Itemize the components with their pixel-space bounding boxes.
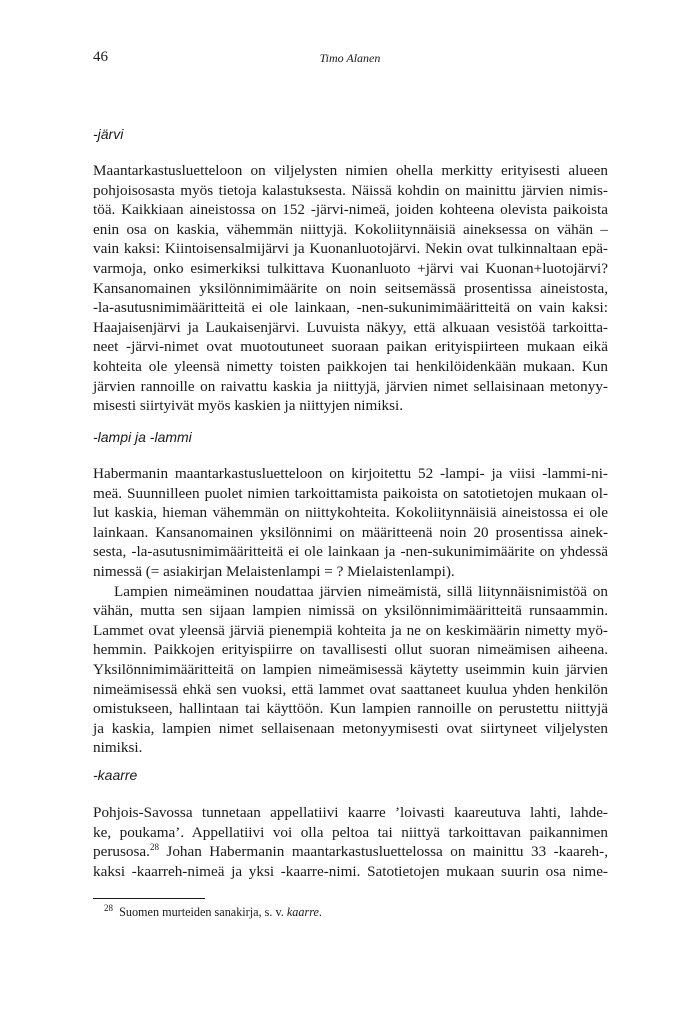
section-heading-lampi: -lampi ja -lammi xyxy=(93,429,192,445)
text-line: lainkaan. Kansanomainen yksilönnimi on määritteenä noin 20 prosentissa ainek- xyxy=(93,523,608,541)
text-line: ja kaskia, lampien nimet sellaisenaan metonyymisesti ovat siirtyneet viljelysten xyxy=(93,719,608,737)
text-line: enin osa on kaskia, vähemmän niittyjä. Kokoliitynnäisiä aineksessa on vähän – xyxy=(93,220,608,238)
text-line: nimessä (= asiakirjan Melaistenlampi = ? Mielaistenlampi). xyxy=(93,562,455,580)
footnote-text: Suomen murteiden sanakirja, s. v. xyxy=(119,905,287,919)
paragraph-lampi-1 xyxy=(93,464,608,582)
text-line: meä. Suunnilleen puolet nimien tarkoittamista paikoista on satotietojen mukaan ol- xyxy=(93,484,608,502)
text-line: -la-asutusnimimääritteitä ei ole lainkaan, -nen-sukunimimääritteitä on vain kaksi: xyxy=(93,299,608,317)
text-line: ke, poukama’. Appellatiivi voi olla peltoa tai niittyä tarkoittavan paikannimen xyxy=(93,823,608,841)
text-line: nimiksi. xyxy=(93,739,143,757)
text-line: nimeämisessä ehkä sen vuoksi, että lammet ovat saattaneet kuulua yhden henkilön xyxy=(93,680,608,698)
page-number: 46 xyxy=(93,49,108,65)
text-line: sesta, -la-asutusnimimääritteitä ei ole lainkaan ja -nen-sukunimimäärite on yhdessä xyxy=(93,543,608,561)
text-line xyxy=(93,842,608,862)
paragraph-lampi-2 xyxy=(93,582,608,758)
text-line: töä. Kaikkiaan aineistossa on 152 -järvi-nimeä, joiden kohteena olevista paikoista xyxy=(93,201,608,219)
text-line: Pohjois-Savossa tunnetaan appellatiivi kaarre ’loivasti kaareutuva lahti, lahde- xyxy=(93,804,608,821)
text-line: Haajaisenjärvi ja Laukaisenjärvi. Luvuista näkyy, että alkuaan vesistöä tarkoitta- xyxy=(93,318,608,336)
running-title: Timo Alanen xyxy=(319,51,381,65)
text-line: varmoja, onko esimerkiksi tulkittava Kuonanluoto +järvi vai Kuonan+luotojärvi? xyxy=(93,259,608,277)
text-line: Yksilönnimimääritteitä on lampien nimeämisessä käytetty useimmin kuin järvien xyxy=(93,660,608,678)
text-line: Lampien nimeäminen noudattaa järvien nimeämistä, sillä liitynnäisnimistöä on xyxy=(114,582,608,600)
text-line: Habermanin maantarkastusluetteloon on kirjoitettu 52 -lampi- ja viisi -lammi-ni- xyxy=(93,465,608,482)
text-line: misesti siirtyivät myös kaskien ja niittyjen nimiksi. xyxy=(93,397,404,415)
text-line: kaksi -kaarreh-nimeä ja yksi -kaarre-nimi. Satotietojen mukaan suurin osa nime- xyxy=(93,862,608,880)
text-fragment: Johan Habermanin maantarkastusluettelossa on mainittu 33 -kaareh-, xyxy=(158,843,608,861)
footnote-number: 28 xyxy=(104,902,113,913)
text-line: hemmin. Paikkojen erityispiirre on tavallisesti ollut suoran nimeämisen aiheena. xyxy=(93,641,608,659)
text-line: Kansanomainen yksilönnimimäärite on noin seitsemässä prosentissa aineistosta, xyxy=(93,279,608,297)
footnote-divider xyxy=(93,898,205,899)
text-line: neet -järvi-nimet ovat muotoutuneet suoraan paikan erityispiirteen mukaan eikä xyxy=(93,338,608,356)
paragraph-jarvi xyxy=(93,161,608,416)
text-line: vähän, mutta sen sijaan lampien nimissä on yksilönnimimääritteitä runsaammin. xyxy=(93,602,608,620)
text-line: pohjoisosasta myös tietoja kalastuksesta. Näissä kohdin on mainittu järvien nimis- xyxy=(93,181,608,199)
text-fragment: perusosa. xyxy=(93,843,150,861)
text-line: Lammet ovat yleensä järviä pienempiä kohteita ja ne on keskimäärin nimetty myö- xyxy=(93,621,608,639)
footnote-marker[interactable]: 28 xyxy=(149,842,159,853)
text-line: vain kaksi: Kiintoisensalmijärvi ja Kuonanluotojärvi. Nekin ovat tulkinnaltaan epä- xyxy=(93,240,608,258)
text-line: kohteita ole yleensä nimetty toisten paikkojen tai henkilöidenkään mukaan. Kun xyxy=(93,357,608,375)
text-line: järvien rannoille on raivattu kaskia ja niittyjä, järvien nimet sellaisinaan metonyy- xyxy=(93,377,608,395)
text-line: lut kaskia, hieman vähemmän on niittykohteita. Kokoliitynnäisiä aineistossa ei ole xyxy=(93,504,608,522)
text-line: omistukseen, hallintaan tai käyttöön. Kun lampien rannoille on perustettu niittyjä xyxy=(93,700,608,718)
footnote xyxy=(104,902,322,920)
footnote-end: . xyxy=(318,905,322,919)
text-line: Maantarkastusluetteloon on viljelysten nimien ohella merkitty erityisesti alueen xyxy=(93,162,608,179)
footnote-italic: kaarre xyxy=(286,905,319,919)
paragraph-kaarre xyxy=(93,803,608,881)
section-heading-jarvi: -järvi xyxy=(93,126,124,142)
section-heading-kaarre: -kaarre xyxy=(93,767,138,783)
